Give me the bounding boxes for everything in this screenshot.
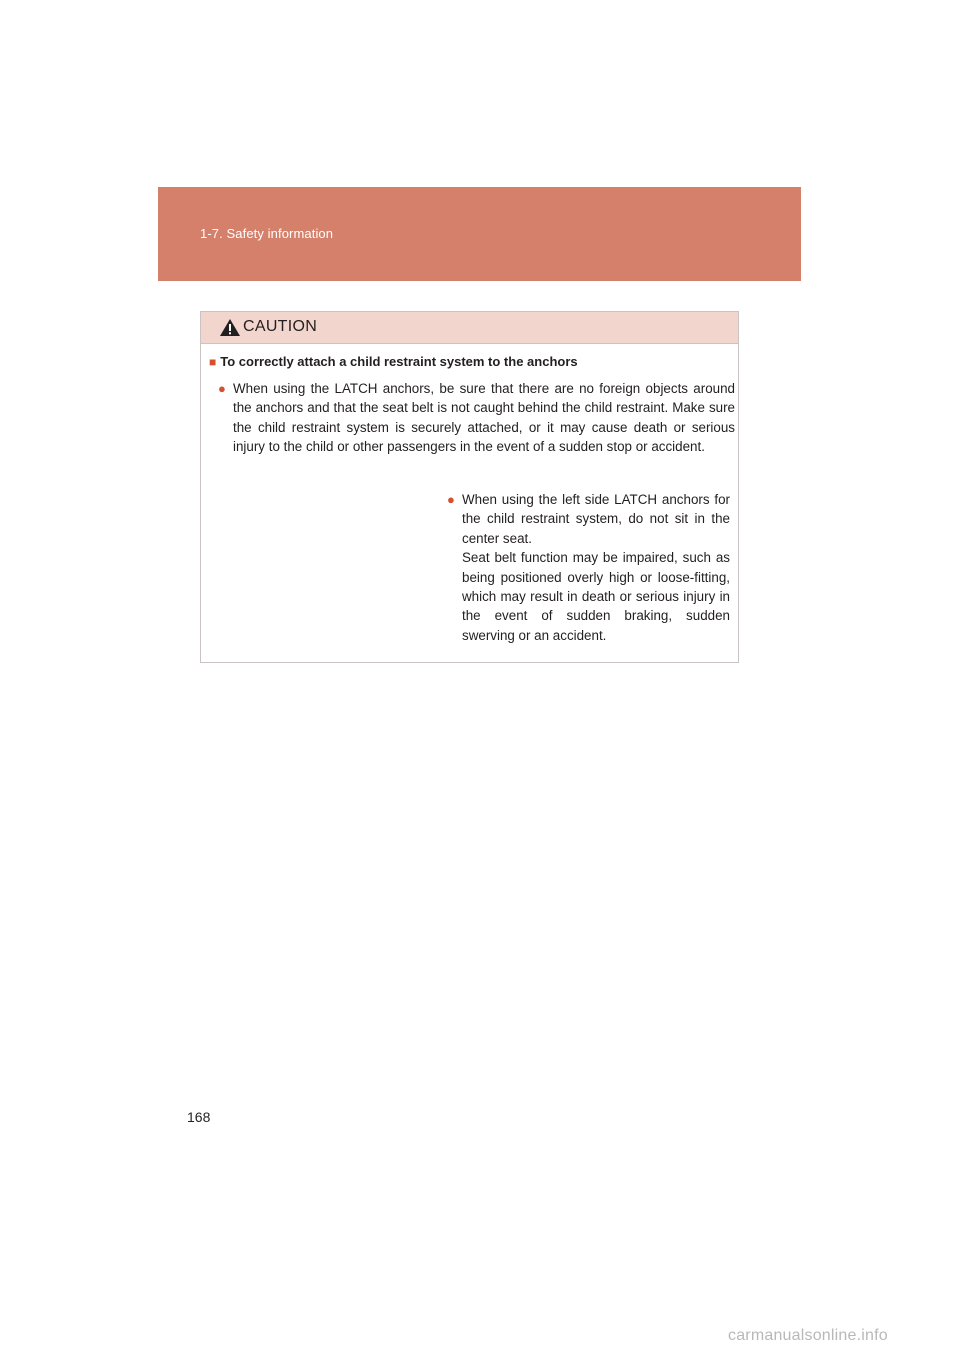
caution-item <box>447 490 730 645</box>
caution-header <box>201 312 738 344</box>
circle-bullet-icon: ● <box>447 492 455 507</box>
caution-label: CAUTION <box>243 318 318 335</box>
section-title: 1-7. Safety information <box>200 226 334 241</box>
caution-subheading <box>209 354 729 369</box>
page-number: 168 <box>187 1109 211 1125</box>
caution-box <box>200 311 739 663</box>
caution-item-text: When using the LATCH anchors, be sure that there are no foreign objects around the anchors and that the seat belt is not caught behind the child restraint. Make sure the child restraint system is securely attached, or it may cause death or serious injury to the child or other passengers in the event of a sudden stop or accident. <box>233 381 735 455</box>
caution-item <box>218 379 735 457</box>
square-bullet-icon: ■ <box>209 355 217 369</box>
warning-triangle-icon <box>219 318 241 337</box>
section-header-band <box>158 187 801 281</box>
caution-item-text: Seat belt function may be impaired, such as being positioned overly high or loose-fitting, which may result in death or serious injury in the event of sudden braking, sudden swerving or an accident. <box>462 550 730 643</box>
subheading-text: To correctly attach a child restraint system to the anchors <box>220 354 578 369</box>
circle-bullet-icon: ● <box>218 381 226 396</box>
caution-item-text: When using the left side LATCH anchors for the child restraint system, do not sit in the center seat. <box>462 492 730 546</box>
watermark: carmanualsonline.info <box>728 1327 888 1344</box>
